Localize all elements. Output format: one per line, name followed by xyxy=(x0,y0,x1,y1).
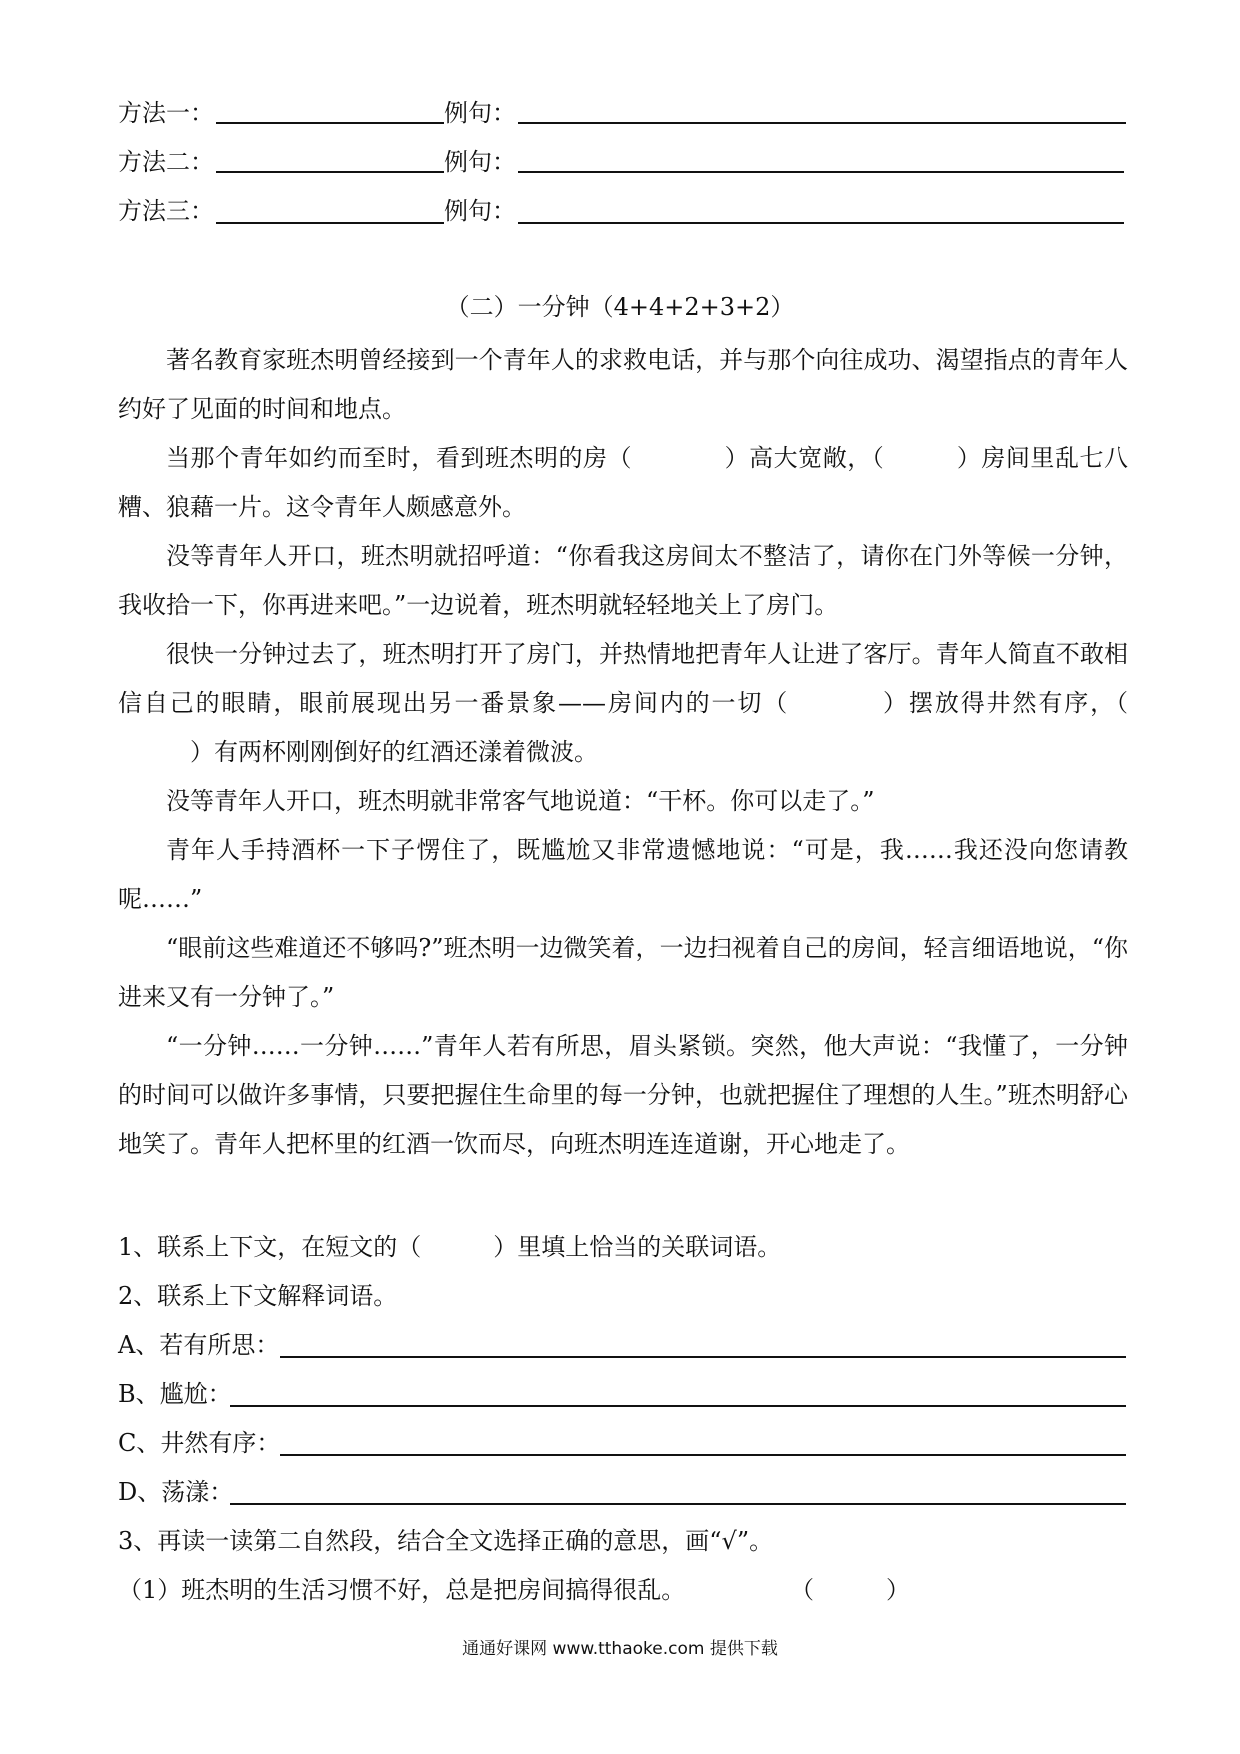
question-3: 3、再读一读第二自然段，结合全文选择正确的意思，画“√”。 xyxy=(118,1527,774,1555)
paragraph-2 xyxy=(118,434,1128,532)
paragraph-4-part-b: ）摆放得井然有序，（ xyxy=(881,689,1129,717)
q2-item-d-label: D、荡漾： xyxy=(118,1478,234,1506)
method-3-answer-line xyxy=(216,222,444,224)
method-3-label: 方法三： xyxy=(118,197,214,225)
question-3-option-1: （1）班杰明的生活习惯不好，总是把房间搞得很乱。 xyxy=(118,1576,686,1604)
paragraph-4-part-a: 很快一分钟过去了，班杰明打开了房门，并热情地把青年人让进了客厅。青年人简直不敢相信自己的眼睛，眼前展现出另一番景象——房间内的一切（ xyxy=(118,640,1128,717)
paragraph-2-part-a: 当那个青年如约而至时，看到班杰明的房（ xyxy=(166,444,633,472)
method-1-label: 方法一： xyxy=(118,99,214,127)
question-2: 2、联系上下文解释词语。 xyxy=(118,1282,398,1310)
method-2-example-line xyxy=(518,171,1124,173)
paragraph-1: 著名教育家班杰明曾经接到一个青年人的求救电话，并与那个向往成功、渴望指点的青年人约好了见面的时间和地点。 xyxy=(118,346,1128,423)
paragraph-7: “眼前这些难道还不够吗?”班杰明一边微笑着，一边扫视着自己的房间，轻言细语地说，“你进来又有一分钟了。” xyxy=(118,934,1128,1011)
paragraph-6: 青年人手持酒杯一下子愣住了，既尴尬又非常遗憾地说：“可是，我……我还没向您请教呢……” xyxy=(118,836,1128,913)
paragraph-4-part-c: ）有两杯刚刚倒好的红酒还漾着微波。 xyxy=(190,738,598,766)
q2-item-b-answer-line[interactable] xyxy=(230,1405,1126,1407)
paragraph-3: 没等青年人开口，班杰明就招呼道：“你看我这房间太不整洁了，请你在门外等候一分钟，我收拾一下，你再进来吧。”一边说着，班杰明就轻轻地关上了房门。 xyxy=(118,542,1128,619)
method-3-example-line xyxy=(518,222,1124,224)
q2-item-d-answer-line[interactable] xyxy=(230,1503,1126,1505)
question-3-option-1-box[interactable]: （ ） xyxy=(790,1576,910,1604)
q2-item-c-answer-line[interactable] xyxy=(280,1454,1126,1456)
method-2-label: 方法二： xyxy=(118,148,214,176)
q2-item-a-answer-line[interactable] xyxy=(280,1356,1126,1358)
paragraph-4 xyxy=(118,630,1128,777)
method-1-example-line xyxy=(518,122,1126,124)
paragraph-2-part-c: ）房间里乱七八糟、狼藉一片。这令青年人颇感意外。 xyxy=(118,444,1129,521)
method-1-answer-line xyxy=(216,122,444,124)
paragraph-2-part-b: ）高大宽敞，（ xyxy=(724,444,885,472)
paragraph-5: 没等青年人开口，班杰明就非常客气地说道：“干杯。你可以走了。” xyxy=(166,787,875,815)
q2-item-a-label: A、若有所思： xyxy=(118,1331,280,1359)
q2-item-b-label: B、尴尬： xyxy=(118,1380,232,1408)
method-2-example-label: 例句： xyxy=(444,148,516,176)
method-3-example-label: 例句： xyxy=(444,197,516,225)
q2-item-c-label: C、井然有序： xyxy=(118,1429,281,1457)
paragraph-8: “一分钟……一分钟……”青年人若有所思，眉头紧锁。突然，他大声说：“我懂了，一分钟的时间可以做许多事情，只要把握住生命里的每一分钟，也就把握住了理想的人生。”班杰明舒心地笑了。青年人把杯里的红酒一饮而尽，向班杰明连连道谢，开心地走了。 xyxy=(118,1032,1128,1158)
footer-watermark: 通通好课网 www.tthaoke.com 提供下载 xyxy=(462,1639,778,1659)
method-2-answer-line xyxy=(216,171,444,173)
section-title: （二）一分钟（4+4+2+3+2） xyxy=(445,293,795,321)
question-1: 1、联系上下文，在短文的（ ）里填上恰当的关联词语。 xyxy=(118,1233,782,1261)
method-1-example-label: 例句： xyxy=(444,99,516,127)
